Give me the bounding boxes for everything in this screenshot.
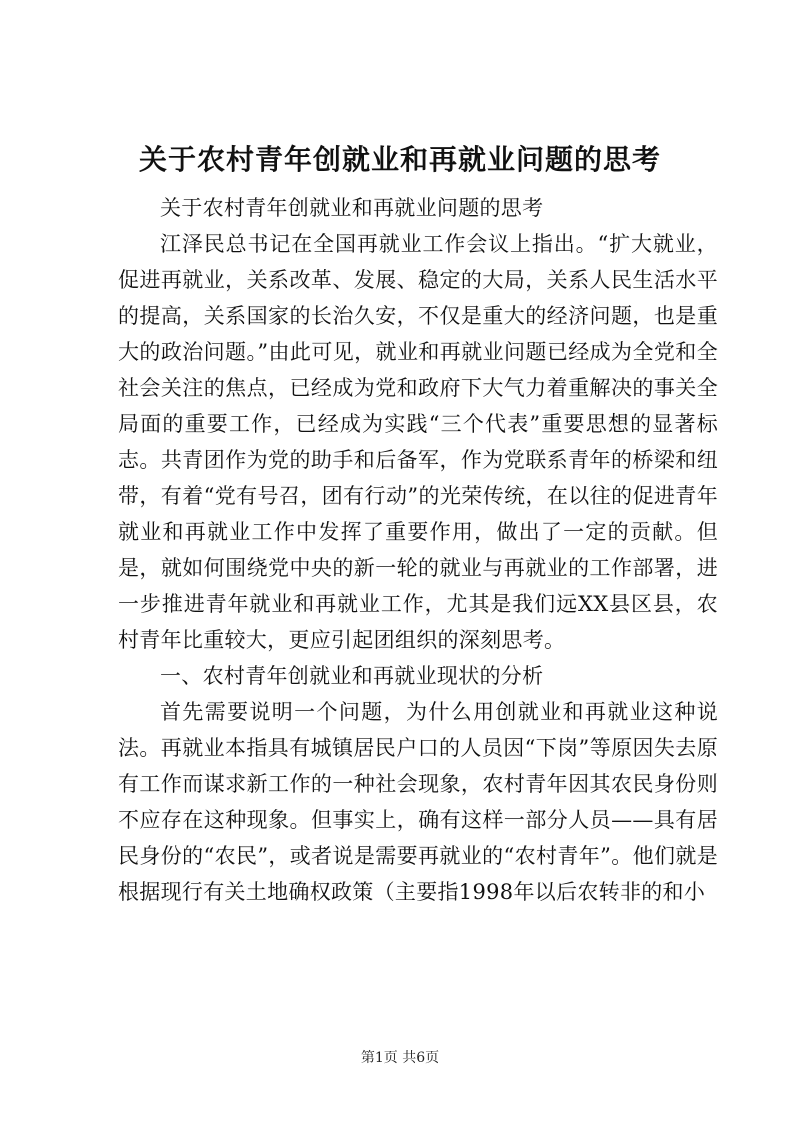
subtitle-paragraph: 关于农村青年创就业和再就业问题的思考 (160, 196, 544, 220)
body-paragraph: 首先需要说明一个问题，为什么用创就业和再就业这种说法。再就业本指具有城镇居民户口的人员因“下岗”等原因失去原有工作而谋求新工作的一种社会现象，农村青年因其农民身份则不应存在这种现象。但事实上，确有这样一部分人员——具有居民身份的“农民”，或者说是需要再就业的“农村青年”。他们就是根据现行有关土地确权政策（主要指1998年以后农转非的和小 (118, 700, 718, 904)
document-title: 关于农村青年创就业和再就业问题的思考 (138, 143, 661, 176)
body-paragraph: 江泽民总书记在全国再就业工作会议上指出。“扩大就业，促进再就业，关系改革、发展、稳定的大局，关系人民生活水平的提高，关系国家的长治久安，不仅是重大的经济问题，也是重大的政治问题。”由此可见，就业和再就业问题已经成为全党和全社会关注的焦点，已经成为党和政府下大气力着重解决的事关全局面的重要工作，已经成为实践“三个代表”重要思想的显著标志。共青团作为党的助手和后备军，作为党联系青年的桥梁和纽带，有着“党有号召，团有行动”的光荣传统，在以往的促进青年就业和再就业工作中发挥了重要作用，做出了一定的贡献。但是，就如何围绕党中央的新一轮的就业与再就业的工作部署，进一步推进青年就业和再就业工作，尤其是我们远XX县区县，农村青年比重较大，更应引起团组织的深刻思考。 (118, 232, 718, 652)
page-number: 第1页 共6页 (360, 1050, 440, 1066)
document-body (118, 190, 718, 910)
section-heading: 一、农村青年创就业和再就业现状的分析 (160, 664, 544, 688)
